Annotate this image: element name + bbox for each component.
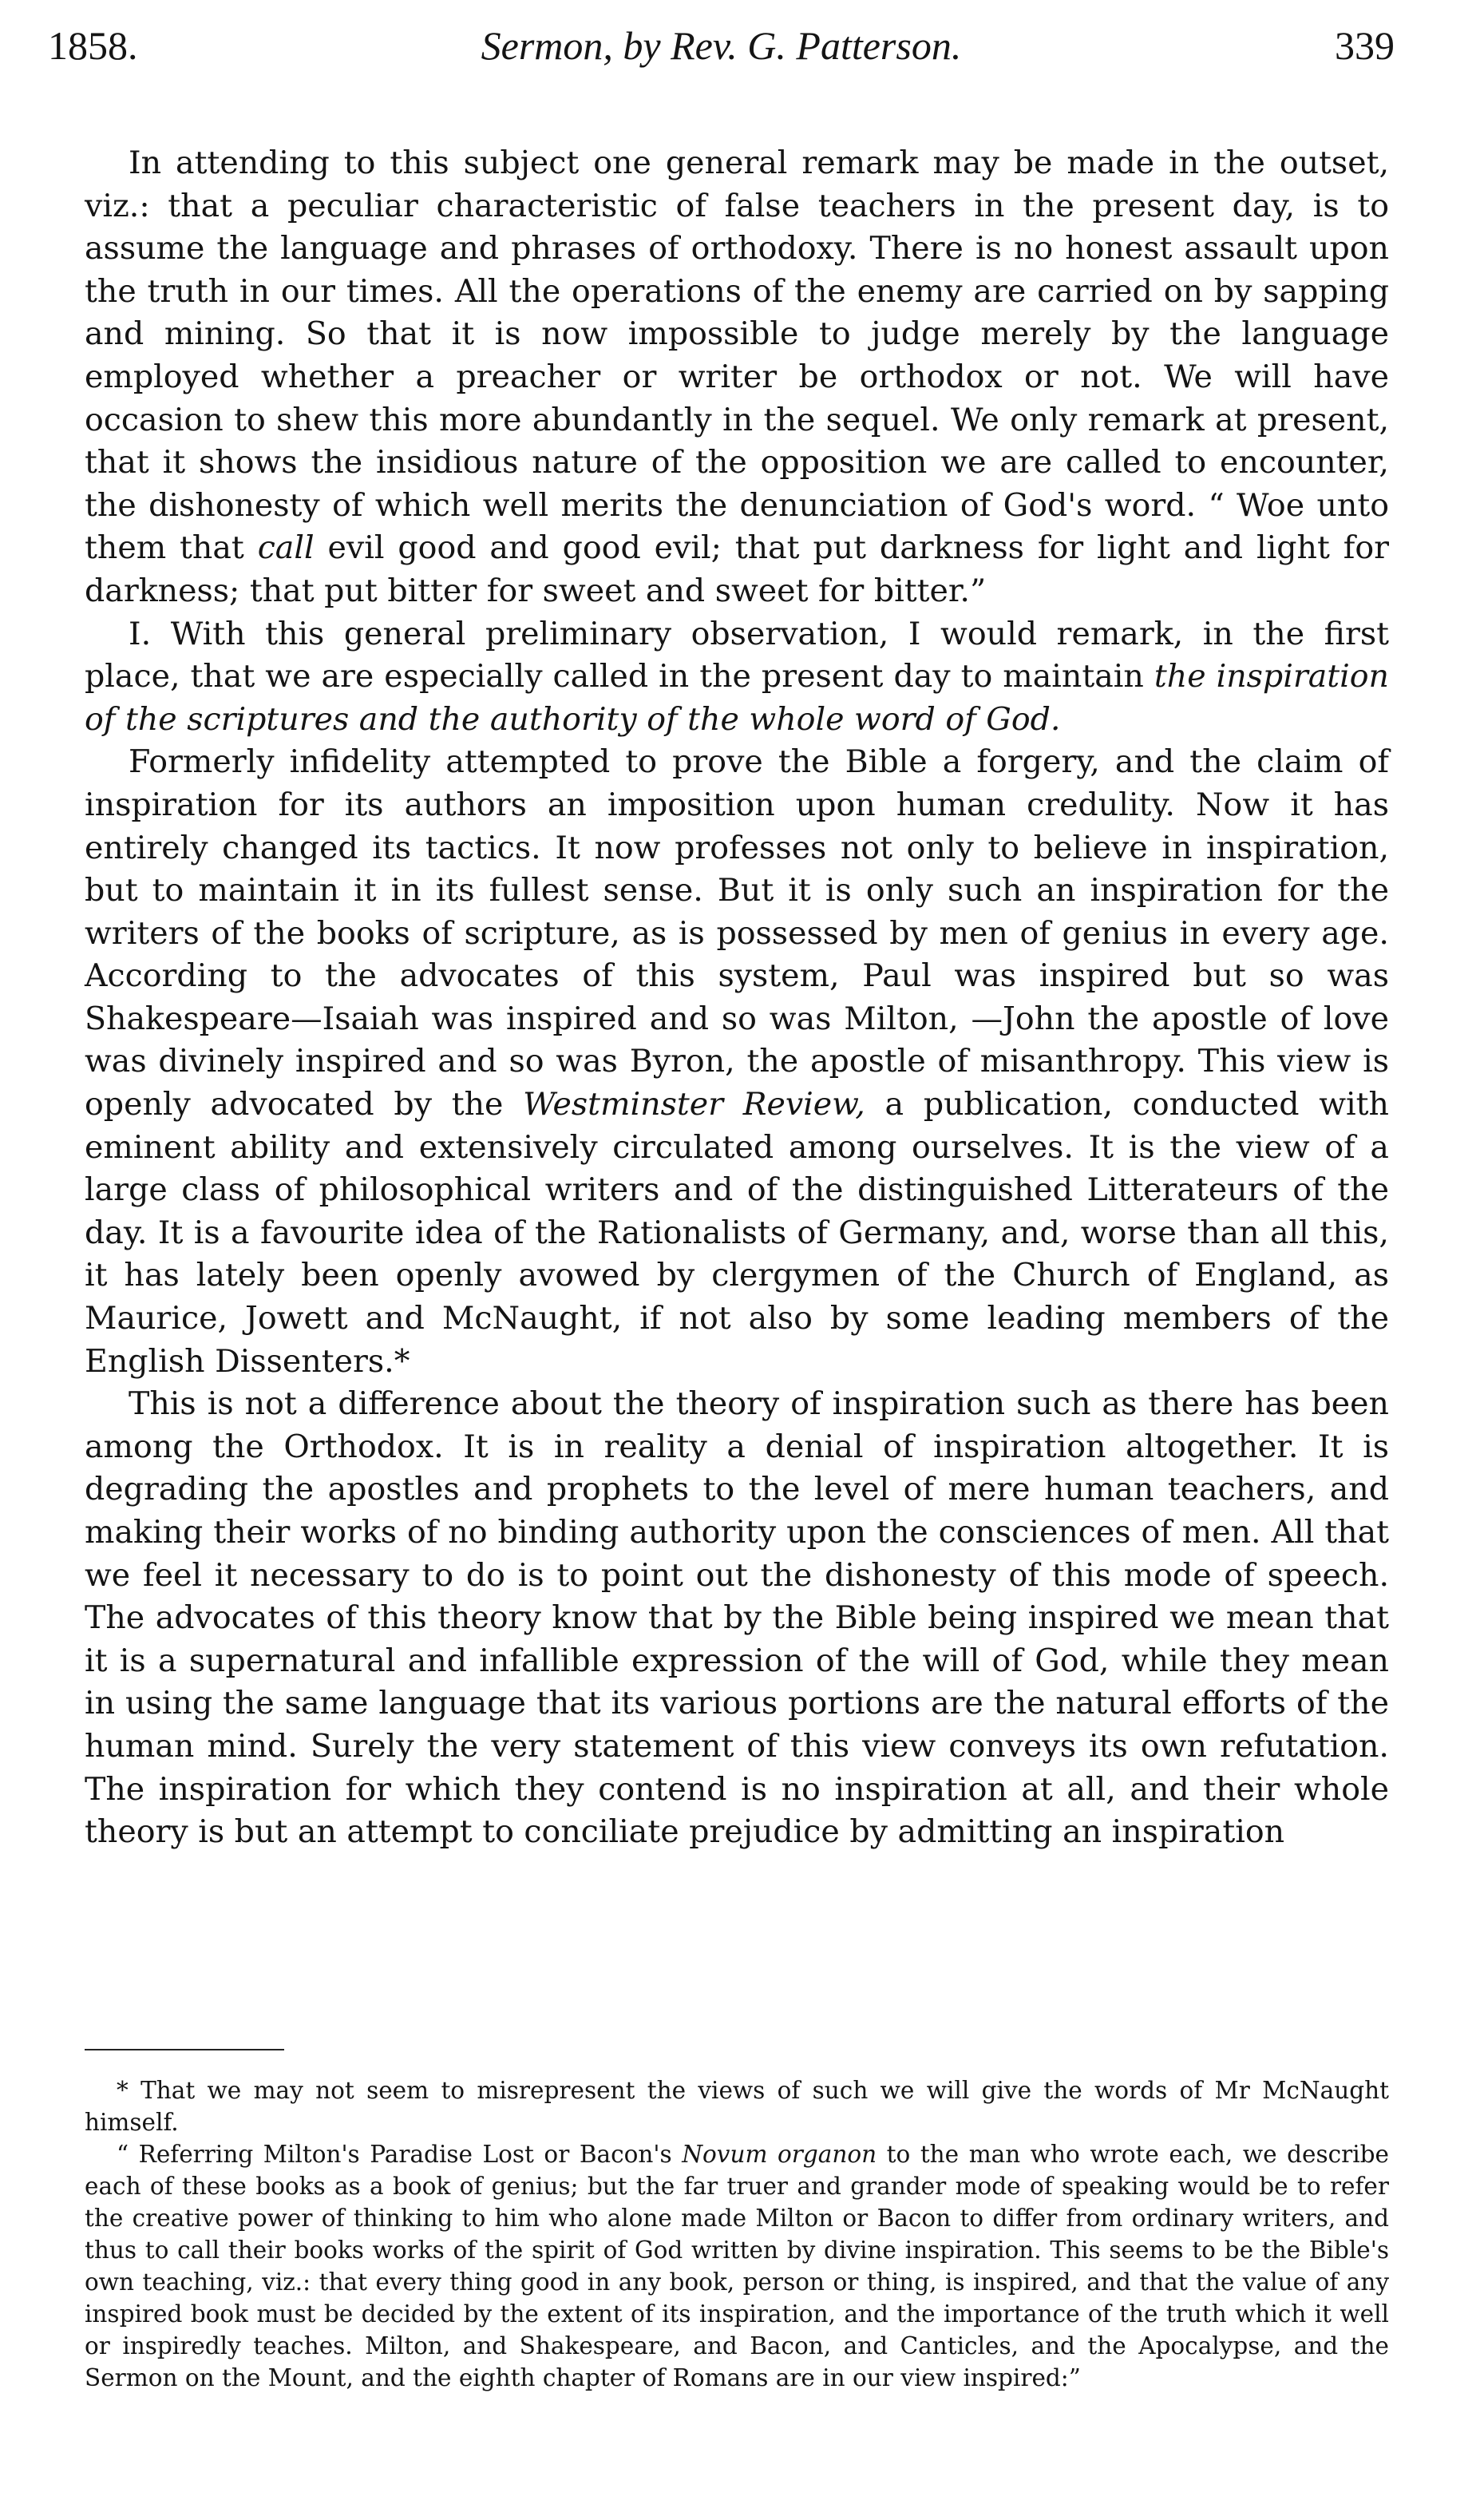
paragraph-text: I. With this general preliminary observation, I would remark, in the first place, that we are especially called in the present day to maintain [85,615,1389,695]
footnote-italic: Novum organon [682,2141,877,2168]
running-header [48,18,1395,73]
footnote-divider [85,2049,284,2050]
footnote-intro [85,2074,1389,2138]
paragraph-text-after: evil good and good evil; that put darkness for light and light for darkness; that put bitter for sweet and sweet for bitter.” [85,529,1389,609]
paragraph-italic: call [257,529,315,567]
header-title: Sermon, by Rev. G. Patterson. [481,23,962,68]
header-year: 1858. [48,23,138,68]
paragraph-text-after: a publication, conducted with eminent ability and extensively circulated among ourselves. It is the view of a large class of philosophical writers and of the distinguished Litterateurs of the day. It is a favourite idea of the Rationalists of Germany, and, worse than all this, it has lately been openly avowed by clergymen of the Church of England, as Maurice, Jowett and McNaught, if not also by some leading members of the English Dissenters.* [85,1086,1389,1380]
paragraph-text: This is not a difference about the theory of inspiration such as there has been among the Orthodox. It is in reality a denial of inspiration altogether. It is degrading the apostles and prophets to the level of mere human teachers, and making their works of no binding authority upon the consciences of men. All that we feel it necessary to do is to point out the dishonesty of this mode of speech. The advocates of this theory know that by the Bible being inspired we mean that it is a supernatural and infallible expression of the will of God, while they mean in using the same language that its various portions are the natural efforts of the human mind. Surely the very statement of this view conveys its own refutation. The inspiration for which they contend is no inspiration at all, and their whole theory is but an attempt to conciliate prejudice by admitting an inspiration [85,1385,1389,1851]
body-text [85,142,1389,1854]
paragraph-point-one [85,613,1389,742]
footnote-quotation [85,2138,1389,2394]
footnote-text: “ Referring Milton's Paradise Lost or Bacon's [117,2141,683,2168]
paragraph-text: Formerly infidelity attempted to prove the Bible a forgery, and the claim of inspiration for its authors an imposition upon human credulity. Now it has entirely changed its tactics. It now professes not only to believe in inspiration, but to maintain it in its fullest sense. But it is only such an inspiration for the writers of the books of scripture, as is possessed by men of genius in every age. According to the advocates of this system, Paul was inspired but so was Shakespeare—Isaiah was inspired and so was Milton, —John the apostle of love was divinely inspired and so was Byron, the apostle of misanthropy. This view is openly advocated by the [85,743,1389,1123]
footnotes [85,2074,1389,2394]
paragraph-infidelity [85,741,1389,1383]
paragraph-intro [85,142,1389,613]
footnote-text: * That we may not seem to misrepresent the views of such we will give the words of Mr McNaught himself. [85,2077,1389,2136]
footnote-text-after: to the man who wrote each, we describe each of these books as a book of genius; but the far truer and grander mode of speaking would be to refer the creative power of thinking to him who alone made Milton or Bacon to differ from ordinary writers, and thus to call their books works of the spirit of God written by divine inspiration. This seems to be the Bible's own teaching, viz.: that every thing good in any book, person or thing, is inspired, and that the value of any inspired book must be decided by the extent of its inspiration, and the importance of the truth which it well or inspiredly teaches. Milton, and Shakespeare, and Bacon, and Canticles, and the Apocalypse, and the Sermon on the Mount, and the eighth chapter of Romans are in our view inspired:” [85,2141,1390,2391]
paragraph-theory [85,1383,1389,1854]
paragraph-text: In attending to this subject one general remark may be made in the outset, viz.: that a peculiar characteristic of false teachers in the present day, is to assume the language and phrases of orthodoxy. There is no honest assault upon the truth in our times. All the operations of the enemy are carried on by sapping and mining. So that it is now impossible to judge merely by the language employed whether a preacher or writer be orthodox or not. We will have occasion to shew this more abundantly in the sequel. We only remark at present, that it shows the insidious nature of the opposition we are called to encounter, the dishonesty of which well merits the denunciation of God's word. “ Woe unto them that [85,145,1389,567]
paragraph-italic: Westminster Review, [523,1086,865,1123]
page-number: 339 [1335,23,1395,68]
paragraph-italic: the inspiration of the scriptures and the authority of the whole word of God. [85,658,1389,738]
